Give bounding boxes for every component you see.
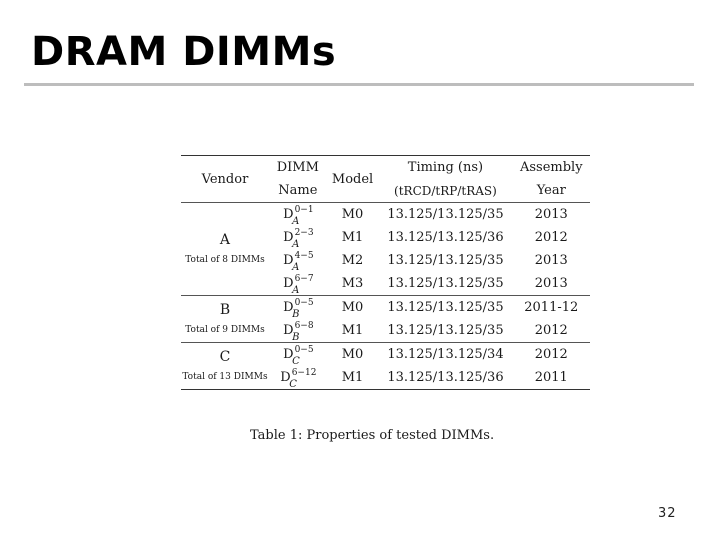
dimm-name-base: D <box>283 300 294 315</box>
dimm-name-cell <box>269 296 327 320</box>
dimm-properties-table <box>181 155 590 390</box>
timing-cell: 13.125/13.125/35 <box>387 300 504 315</box>
dimm-name-cell <box>269 249 327 272</box>
assembly-year-cell: 2011-12 <box>524 300 579 315</box>
header-dimm-top: DIMM <box>276 160 319 175</box>
dimm-name-vendor: A <box>292 216 300 227</box>
timing-cell: 13.125/13.125/34 <box>387 347 504 362</box>
header-assembly-bottom: Year <box>536 183 566 198</box>
vendor-name: A <box>219 232 231 249</box>
header-timing-bottom: (tRCD/tRP/tRAS) <box>394 183 497 198</box>
dimm-name-cell <box>269 272 327 296</box>
dimm-name-vendor: A <box>292 262 300 273</box>
dimm-name-vendor: A <box>292 239 300 250</box>
vendor-cell <box>181 296 269 343</box>
model-cell: M0 <box>341 300 364 315</box>
dimm-name-base: D <box>283 230 294 245</box>
model-cell: M0 <box>341 347 364 362</box>
assembly-year-cell: 2013 <box>534 207 568 222</box>
dimm-name-range: 6−8 <box>294 321 314 331</box>
model-cell: M1 <box>341 230 364 245</box>
header-dimm-bottom: Name <box>278 183 318 198</box>
table-row <box>181 296 590 320</box>
dimm-name <box>283 298 314 320</box>
table-caption: Table 1: Properties of tested DIMMs. <box>250 428 495 443</box>
header-vendor: Vendor <box>201 171 249 187</box>
header-timing-top: Timing (ns) <box>407 160 484 175</box>
dimm-name <box>283 228 314 250</box>
vendor-dimm-total: Total of 9 DIMMs <box>185 324 265 335</box>
dimm-name-cell <box>269 226 327 249</box>
timing-cell: 13.125/13.125/36 <box>387 230 504 245</box>
dimm-name-base: D <box>280 370 291 385</box>
page-number: 32 <box>658 506 677 521</box>
assembly-year-cell: 2013 <box>534 276 568 291</box>
vendor-group-b <box>181 296 590 343</box>
vendor-name: B <box>219 302 231 319</box>
title-divider <box>24 83 694 86</box>
dimm-name-range: 0−5 <box>294 345 314 355</box>
dimm-name-range: 2−3 <box>294 228 314 238</box>
dimm-name-range: 0−1 <box>294 205 314 215</box>
vendor-dimm-total: Total of 13 DIMMs <box>182 371 268 382</box>
model-cell: M3 <box>341 276 364 291</box>
assembly-year-cell: 2012 <box>534 323 568 338</box>
vendor-group-c <box>181 343 590 390</box>
dimm-name-vendor: B <box>292 332 300 343</box>
dimm-name-vendor: B <box>292 309 300 320</box>
dimm-name-range: 0−5 <box>294 298 314 308</box>
dimm-name-base: D <box>283 347 294 362</box>
dimm-name <box>283 205 314 227</box>
dimm-name-base: D <box>283 207 294 222</box>
dimm-name-cell <box>269 343 327 367</box>
timing-cell: 13.125/13.125/36 <box>387 370 504 385</box>
dimm-name-range: 6−7 <box>294 274 314 284</box>
dimm-name-base: D <box>283 276 294 291</box>
dimm-name-cell <box>269 319 327 343</box>
dimm-name <box>283 321 314 343</box>
table-row <box>181 343 590 367</box>
dimm-name <box>280 368 317 390</box>
assembly-year-cell: 2011 <box>534 370 568 385</box>
header-model: Model <box>331 171 374 187</box>
dimm-name-range: 6−12 <box>291 368 317 378</box>
dimm-name <box>283 345 314 367</box>
model-cell: M0 <box>341 207 364 222</box>
assembly-year-cell: 2012 <box>534 230 568 245</box>
dimm-name-vendor: C <box>289 379 297 390</box>
vendor-group-a <box>181 203 590 296</box>
table-row <box>181 203 590 227</box>
dimm-properties-table-figure <box>181 155 590 390</box>
timing-cell: 13.125/13.125/35 <box>387 276 504 291</box>
header-assembly-top: Assembly <box>519 160 583 175</box>
dimm-name-cell <box>269 366 327 390</box>
model-cell: M1 <box>341 323 364 338</box>
timing-cell: 13.125/13.125/35 <box>387 323 504 338</box>
model-cell: M1 <box>341 370 364 385</box>
assembly-year-cell: 2012 <box>534 347 568 362</box>
dimm-name-vendor: A <box>292 285 300 296</box>
dimm-name-base: D <box>283 323 294 338</box>
model-cell: M2 <box>341 253 364 268</box>
vendor-cell <box>181 343 269 390</box>
dimm-name-vendor: C <box>292 356 300 367</box>
dimm-name-cell <box>269 203 327 227</box>
vendor-cell <box>181 203 269 296</box>
dimm-name-base: D <box>283 253 294 268</box>
dimm-name <box>283 274 314 296</box>
vendor-dimm-total: Total of 8 DIMMs <box>185 254 265 265</box>
dimm-name-range: 4−5 <box>294 251 314 261</box>
dimm-name <box>283 251 314 273</box>
timing-cell: 13.125/13.125/35 <box>387 253 504 268</box>
assembly-year-cell: 2013 <box>534 253 568 268</box>
vendor-name: C <box>219 349 231 366</box>
slide-title: DRAM DIMMs <box>31 29 337 75</box>
timing-cell: 13.125/13.125/35 <box>387 207 504 222</box>
